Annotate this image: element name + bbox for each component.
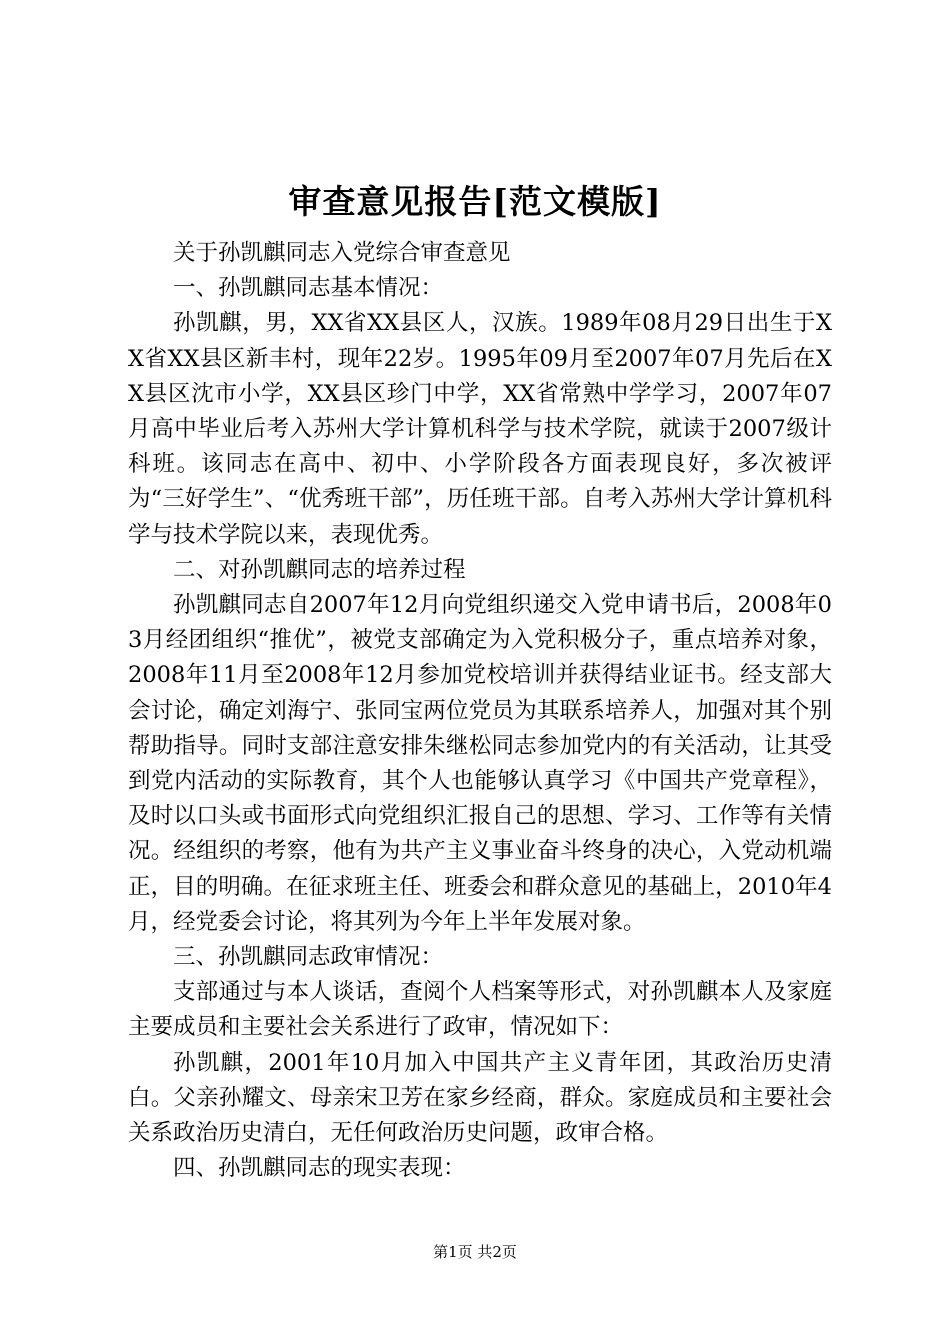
document-title: 审查意见报告[范文模版]: [288, 182, 662, 221]
page-number-footer: 第1页 共2页: [433, 1243, 517, 1261]
section-heading-basic-info: 一、孙凯麒同志基本情况：: [173, 275, 444, 302]
section-heading-training: 二、对孙凯麒同志的培养过程: [173, 556, 466, 583]
paragraph-heading-intro: 关于孙凯麒同志入党综合审查意见: [173, 240, 511, 266]
section-heading-political-review: 三、孙凯麒同志政审情况：: [173, 944, 444, 971]
paragraph-political-review-result: 孙凯麒，2001年10月加入中国共产主义青年团，其政治历史清白。父亲孙耀文、母亲宋卫芳在家乡经商，群众。家庭成员和主要社会关系政治历史清白，无任何政治历史问题，政审合格。: [128, 1049, 832, 1147]
paragraph-training: 孙凯麒同志自2007年12月向党组织递交入党申请书后，2008年03月经团组织“推优”，被党支部确定为入党积极分子，重点培养对象，2008年11月至2008年12月参加党校培训并获得结业证书。经支部大会讨论，确定刘海宁、张同宝两位党员为其联系培养人，加强对其个别帮助指导。同时支部注意安排朱继松同志参加党内的有关活动，让其受到党内活动的实际教育，其个人也能够认真学习《中国共产党章程》，及时以口头或书面形式向党组织汇报自己的思想、学习、工作等有关情况。经组织的考察，他有为共产主义事业奋斗终身的决心，入党动机端正，目的明确。在征求班主任、班委会和群众意见的基础上，2010年4月，经党委会讨论，将其列为今年上半年发展对象。: [128, 592, 832, 935]
paragraph-basic-info: 孙凯麒，男，XX省XX县区人，汉族。1989年08月29日出生于XX省XX县区新丰村，现年22岁。1995年09月至2007年07月先后在XX县区沈市小学，XX县区珍门中学，XX省常熟中学学习，2007年07月高中毕业后考入苏州大学计算机科学与技术学院，就读于2007级计科班。该同志在高中、初中、小学阶段各方面表现良好，多次被评为“三好学生”、“优秀班干部”，历任班干部。自考入苏州大学计算机科学与技术学院以来，表现优秀。: [128, 310, 832, 548]
paragraph-political-review-method: 支部通过与本人谈话，查阅个人档案等形式，对孙凯麒本人及家庭主要成员和主要社会关系进行了政审，情况如下：: [128, 979, 832, 1041]
section-heading-performance: 四、孙凯麒同志的现实表现：: [173, 1155, 466, 1182]
document-body: [128, 236, 832, 1186]
